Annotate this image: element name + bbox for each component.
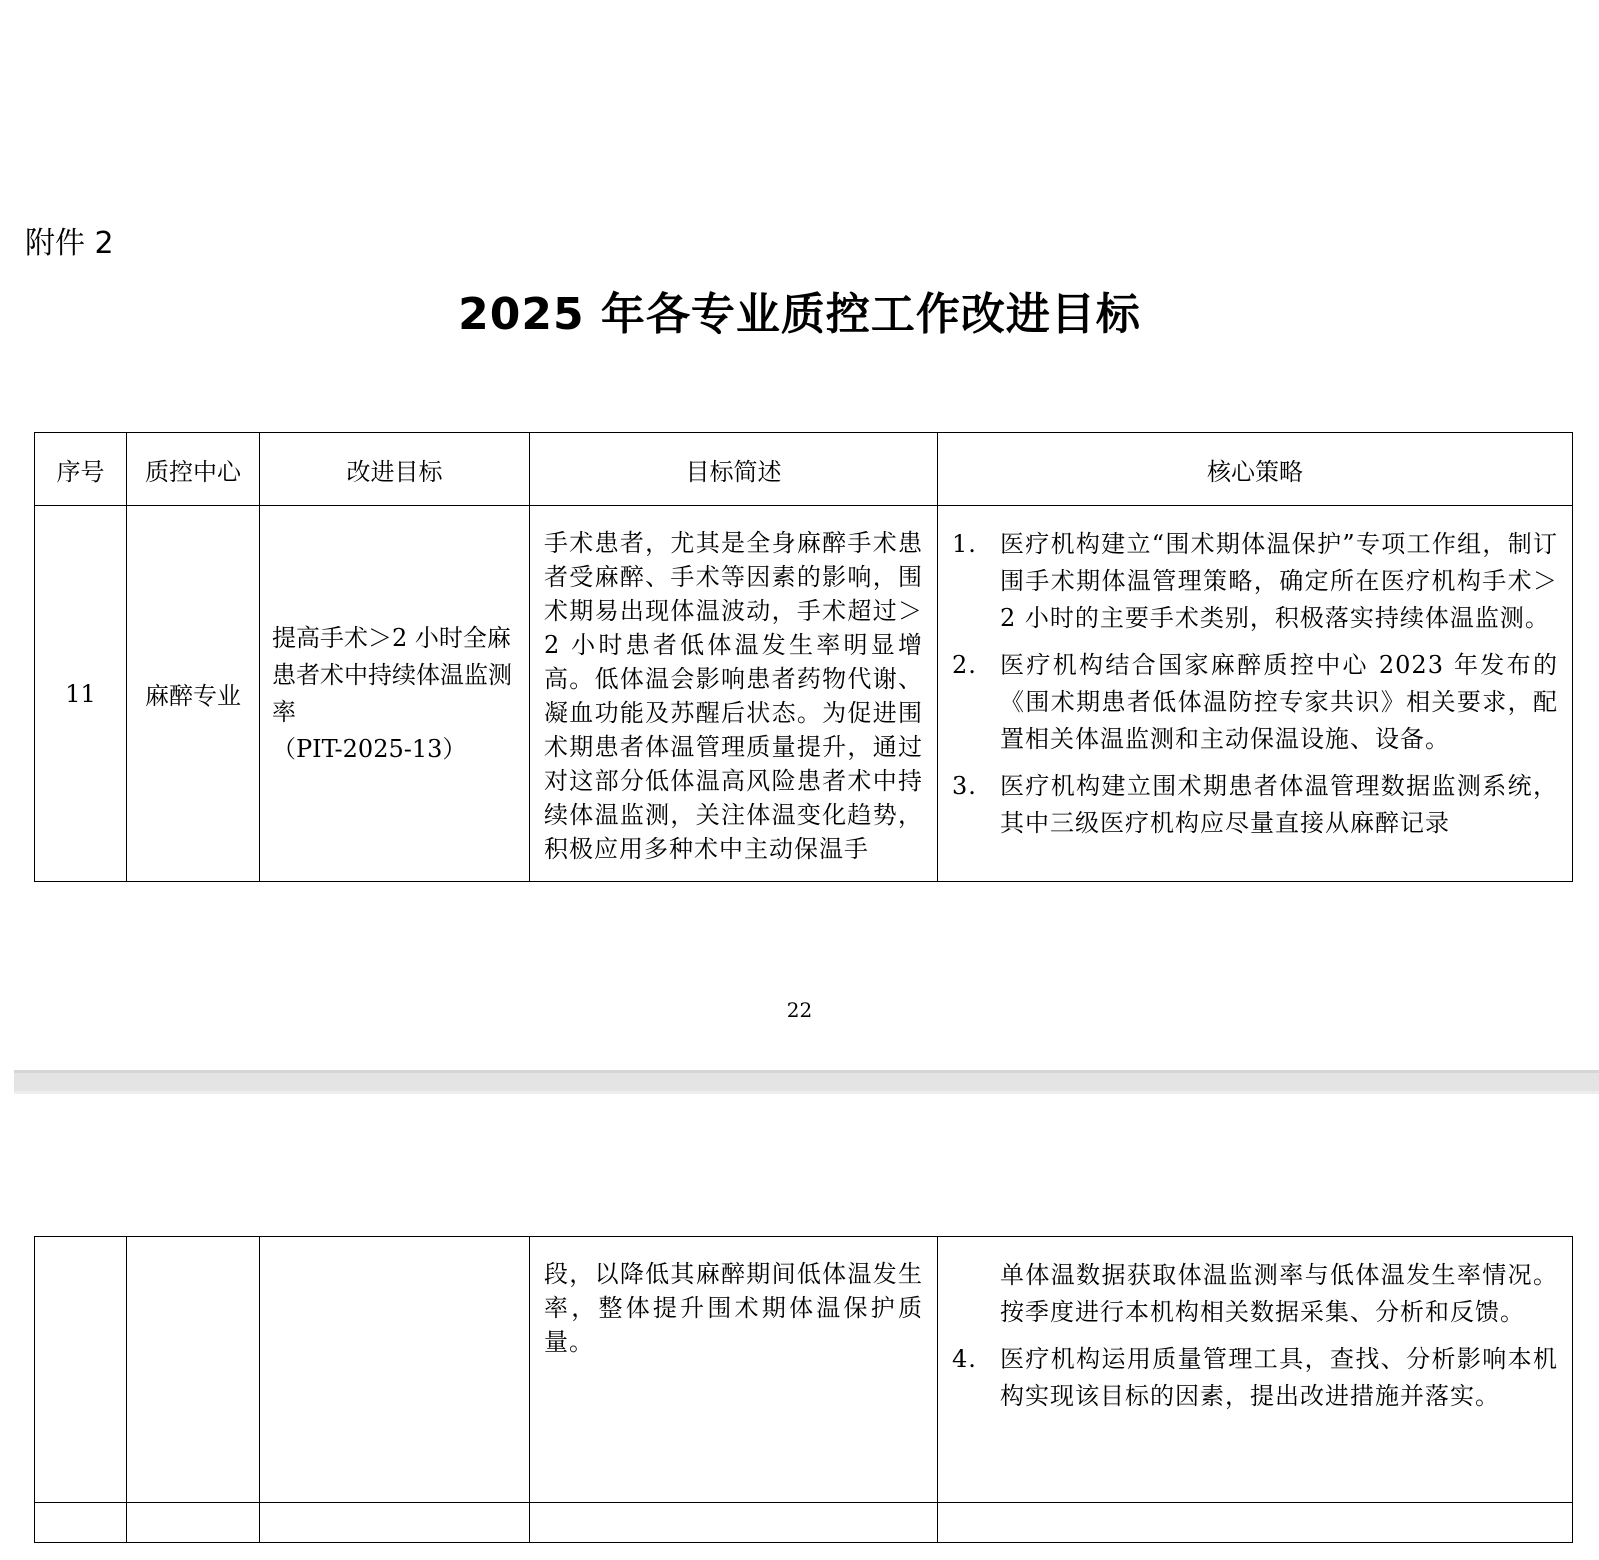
description-text-continued: 段，以降低其麻醉期间低体温发生率，整体提升围术期体温保护质量。 xyxy=(544,1260,923,1356)
strategy-list xyxy=(952,526,1558,880)
strategy-text: 医疗机构建立围术期患者体温管理数据监测系统，其中三级医疗机构应尽量直接从麻醉记录 xyxy=(1000,772,1558,837)
next-cell-1 xyxy=(35,1503,127,1543)
strategy-item xyxy=(952,647,1558,758)
row-description xyxy=(530,1237,938,1503)
improvement-goals-table xyxy=(34,432,1573,882)
page-separator xyxy=(14,1070,1599,1094)
attachment-label: 附件 2 xyxy=(25,226,114,261)
improvement-goals-table-continued xyxy=(34,1236,1573,1543)
strategy-item xyxy=(952,768,1558,842)
strategy-text: 医疗机构结合国家麻醉质控中心 2023 年发布的《围术期患者低体温防控专家共识》相关要求，配置相关体温监测和主动保温设施、设备。 xyxy=(1000,651,1558,753)
page-title: 2025 年各专业质控工作改进目标 xyxy=(458,289,1141,340)
header-goal: 改进目标 xyxy=(260,433,530,506)
table-row xyxy=(35,506,1573,882)
strategy-number: 3. xyxy=(952,772,977,800)
header-index: 序号 xyxy=(35,433,127,506)
strategy-text: 医疗机构建立“围术期体温保护”专项工作组，制订围手术期体温管理策略，确定所在医疗机构手术＞2 小时的主要手术类别，积极落实持续体温监测。 xyxy=(1000,530,1558,632)
row-center: 麻醉专业 xyxy=(127,506,260,882)
row-index-empty xyxy=(35,1237,127,1503)
table-header-row xyxy=(35,433,1573,506)
next-cell-3 xyxy=(260,1503,530,1543)
strategy-number: 1. xyxy=(952,530,977,558)
strategy-text: 医疗机构运用质量管理工具，查找、分析影响本机构实现该目标的因素，提出改进措施并落实。 xyxy=(1000,1345,1558,1410)
header-strategy: 核心策略 xyxy=(938,433,1573,506)
goal-text: 提高手术＞2 小时全麻患者术中持续体温监测率 xyxy=(272,623,512,726)
row-goal xyxy=(260,506,530,882)
row-center-empty xyxy=(127,1237,260,1503)
header-description: 目标简述 xyxy=(530,433,938,506)
strategy-item-3-continued: 单体温数据获取体温监测率与低体温发生率情况。按季度进行本机构相关数据采集、分析和反馈。 xyxy=(1000,1261,1558,1326)
page-number: 22 xyxy=(786,998,813,1022)
table-row-next xyxy=(35,1503,1573,1543)
goal-code: （PIT-2025-13） xyxy=(272,734,467,763)
header-center: 质控中心 xyxy=(127,433,260,506)
document-page-2 xyxy=(0,1094,1599,1560)
strategy-list-continued xyxy=(952,1341,1558,1415)
next-cell-5 xyxy=(938,1503,1573,1543)
next-cell-4 xyxy=(530,1503,938,1543)
strategy-number: 4. xyxy=(952,1345,977,1373)
description-text: 手术患者，尤其是全身麻醉手术患者受麻醉、手术等因素的影响，围术期易出现体温波动，手术超过＞2 小时患者低体温发生率明显增高。低体温会影响患者药物代谢、凝血功能及苏醒后状态。为促进围术期患者体温管理质量提升，通过对这部分低体温高风险患者术中持续体温监测，关注体温变化趋势，积极应用多种术中主动保温手 xyxy=(544,529,923,863)
strategy-number: 2. xyxy=(952,651,977,679)
row-description xyxy=(530,506,938,882)
row-index: 11 xyxy=(35,506,127,882)
strategy-item xyxy=(952,526,1558,637)
next-cell-2 xyxy=(127,1503,260,1543)
row-strategy xyxy=(938,506,1573,882)
row-goal-empty xyxy=(260,1237,530,1503)
strategy-item xyxy=(952,1341,1558,1415)
table-row xyxy=(35,1237,1573,1503)
row-strategy xyxy=(938,1237,1573,1503)
